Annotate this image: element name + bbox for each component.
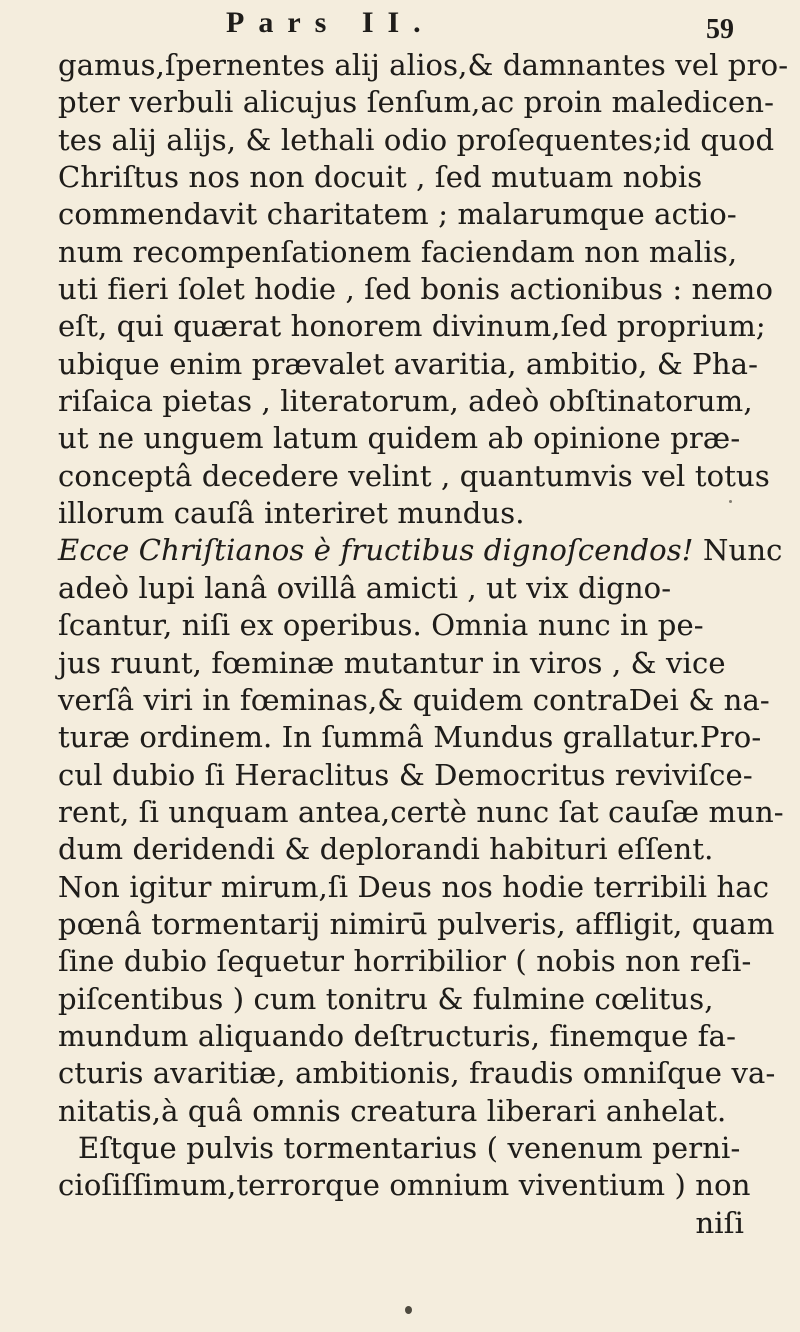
text-line: ut ne unguem latum quidem ab opinione præ- [58,421,741,456]
latin-text-block [58,47,789,1242]
text-line: ſine dubio ſequetur horribilior ( nobis non reſi- [58,944,752,979]
text-line: dum deridendi & deplorandi habituri eſſent. [58,832,714,867]
text-line: ſcantur, niſi ex operibus. Omnia nunc in pe- [58,608,704,643]
text-line: conceptâ decedere velint , quantumvis vel totus [58,458,770,493]
italic-heading-line [58,532,783,569]
text-line: pœnâ tormentarij nimirū pulveris, affligit, quam [58,906,775,941]
text-line: verſâ viri in fœminas,& quidem contraDei & na- [58,682,770,717]
text-line: commendavit charitatem ; malarumque actio- [58,197,737,232]
text-line: gamus,ſpernentes alij alios,& damnantes vel pro- [58,48,789,82]
catchword: niſi [695,1205,744,1240]
text-line: cul dubio ſi Heraclitus & Democritus reviviſce- [58,757,753,792]
text-line: turæ ordinem. In ſummâ Mundus grallatur.Pro- [58,720,762,755]
text-line: tes alij alijs, & lethali odio proſequentes;id quod [58,122,775,157]
text-line: cturis avaritiæ, ambitionis, fraudis omniſque va- [58,1056,776,1091]
paragraph-two-line: Eſtque pulvis tormentarius ( venenum perni- [78,1130,741,1165]
heading-continuation: Nunc [693,533,783,568]
text-line: eſt, qui quærat honorem divinum,ſed proprium; [58,309,766,344]
text-line: pter verbuli alicujus ſenſum,ac proin maledicen- [58,85,775,120]
text-line: illorum cauſâ interiret mundus. [58,496,525,531]
ink-spot-mark [405,1306,412,1314]
paragraph-two-line: cioſiſſimum,terrorque omnium viventium ) non [58,1168,751,1203]
text-line: adeò lupi lanâ ovillâ amicti , ut vix digno- [58,570,672,605]
text-line: piſcentibus ) cum tonitru & fulmine cœlitus, [58,981,714,1016]
page-number: 59 [706,14,734,45]
text-line: rent, ſi unquam antea,certè nunc ſat cauſæ mun- [58,794,784,829]
text-line: mundum aliquando deſtructuris, finemque fa- [58,1018,737,1053]
text-line: riſaica pietas , literatorum, adeò obſtinatorum, [58,384,753,419]
text-line: nitatis,à quâ omnis creatura liberari anhelat. [58,1093,727,1128]
text-line: ubique enim prævalet avaritia, ambitio, & Pha- [58,346,759,381]
text-line: jus ruunt, fœminæ mutantur in viros , & vice [58,645,726,680]
text-line: Chriſtus nos non docuit , ſed mutuam nobis [58,160,703,195]
italic-heading: Ecce Chriſtianos è fructibus dignoſcendos! [58,533,694,568]
text-line: uti fieri ſolet hodie , ſed bonis actionibus : nemo [58,272,774,307]
text-line: num recompenſationem faciendam non malis, [58,234,738,269]
ink-spot-mark [729,500,732,503]
text-line: Non igitur mirum,ſi Deus nos hodie terribili hac [58,869,770,904]
running-title: Pars II. [226,6,435,39]
